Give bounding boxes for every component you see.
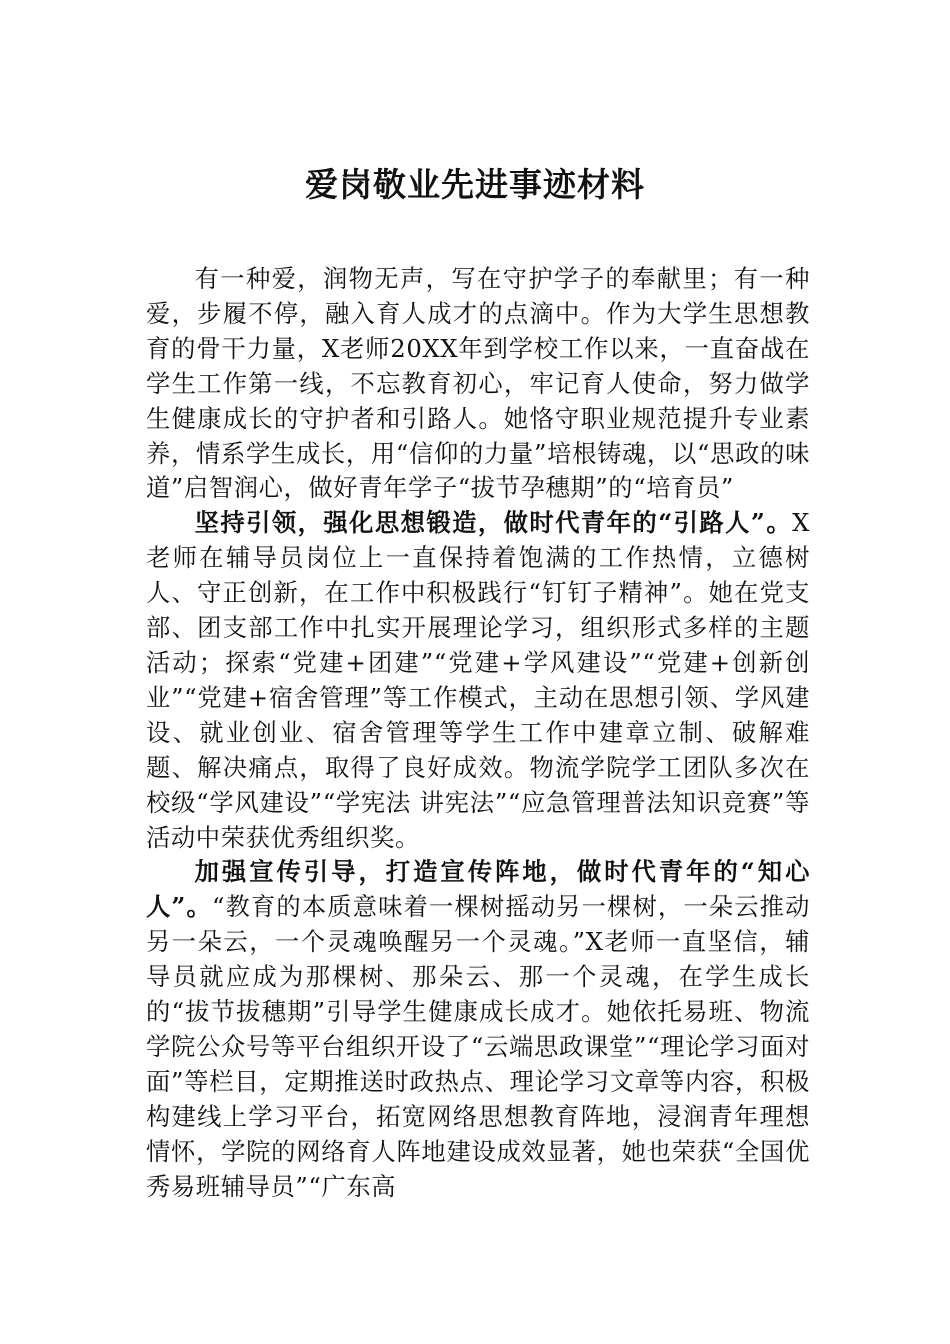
paragraph-text: “教育的本质意味着一棵树摇动另一棵树，一朵云推动另一朵云，一个灵魂唤醒另一个灵魂。”X老师一直坚信，辅导员就应成为那棵树、那朵云、那一个灵魂，在学生成长的“拔节拔穗期”引导学生健康成长成才。她依托易班、物流学院公众号等平台组织开设了“云端思政课堂”“理论学习面对面”等栏目，定期推送时政热点、理论学习文章等内容，积极构建线上学习平台，拓宽网络思想教育阵地，浸润青年理想情怀，学院的网络育人阵地建设成效显著，她也荣获“全国优秀易班辅导员”“广东高 [146, 892, 810, 1201]
document-title: 爱岗敬业先进事迹材料 [305, 165, 645, 204]
document-body [146, 262, 810, 1204]
paragraph-guidance [146, 506, 810, 855]
paragraph-lead: 坚持引领，强化思想锻造，做时代青年的“引路人”。 [194, 508, 793, 538]
paragraph-lead: 加强宣传引导，打造宣传阵地，做时代青年的“知心人”。 [146, 857, 810, 922]
paragraph-text: 有一种爱，润物无声，写在守护学子的奉献里；有一种爱，步履不停，融入育人成才的点滴中。作为大学生思想教育的骨干力量，X老师20XX年到学校工作以来，一直奋战在学生工作第一线，不忘教育初心，牢记育人使命，努力做学生健康成长的守护者和引路人。她恪守职业规范提升专业素养，情系学生成长，用“信仰的力量”培根铸魂，以“思政的味道”启智润心，做好青年学子“拔节孕穗期”的“培育员” [146, 264, 810, 503]
paragraph-intro [146, 262, 810, 506]
paragraph-publicity [146, 855, 810, 1204]
paragraph-text: X老师在辅导员岗位上一直保持着饱满的工作热情，立德树人、守正创新，在工作中积极践行“钉钉子精神”。她在党支部、团支部工作中扎实开展理论学习，组织形式多样的主题活动；探索“党建+团建”“党建+学风建设”“党建+创新创业”“党建+宿舍管理”等工作模式，主动在思想引领、学风建设、就业创业、宿舍管理等学生工作中建章立制、破解难题、解决痛点，取得了良好成效。物流学院学工团队多次在校级“学风建设”“学宪法 讲宪法”“应急管理普法知识竞赛”等活动中荣获优秀组织奖。 [146, 508, 810, 852]
